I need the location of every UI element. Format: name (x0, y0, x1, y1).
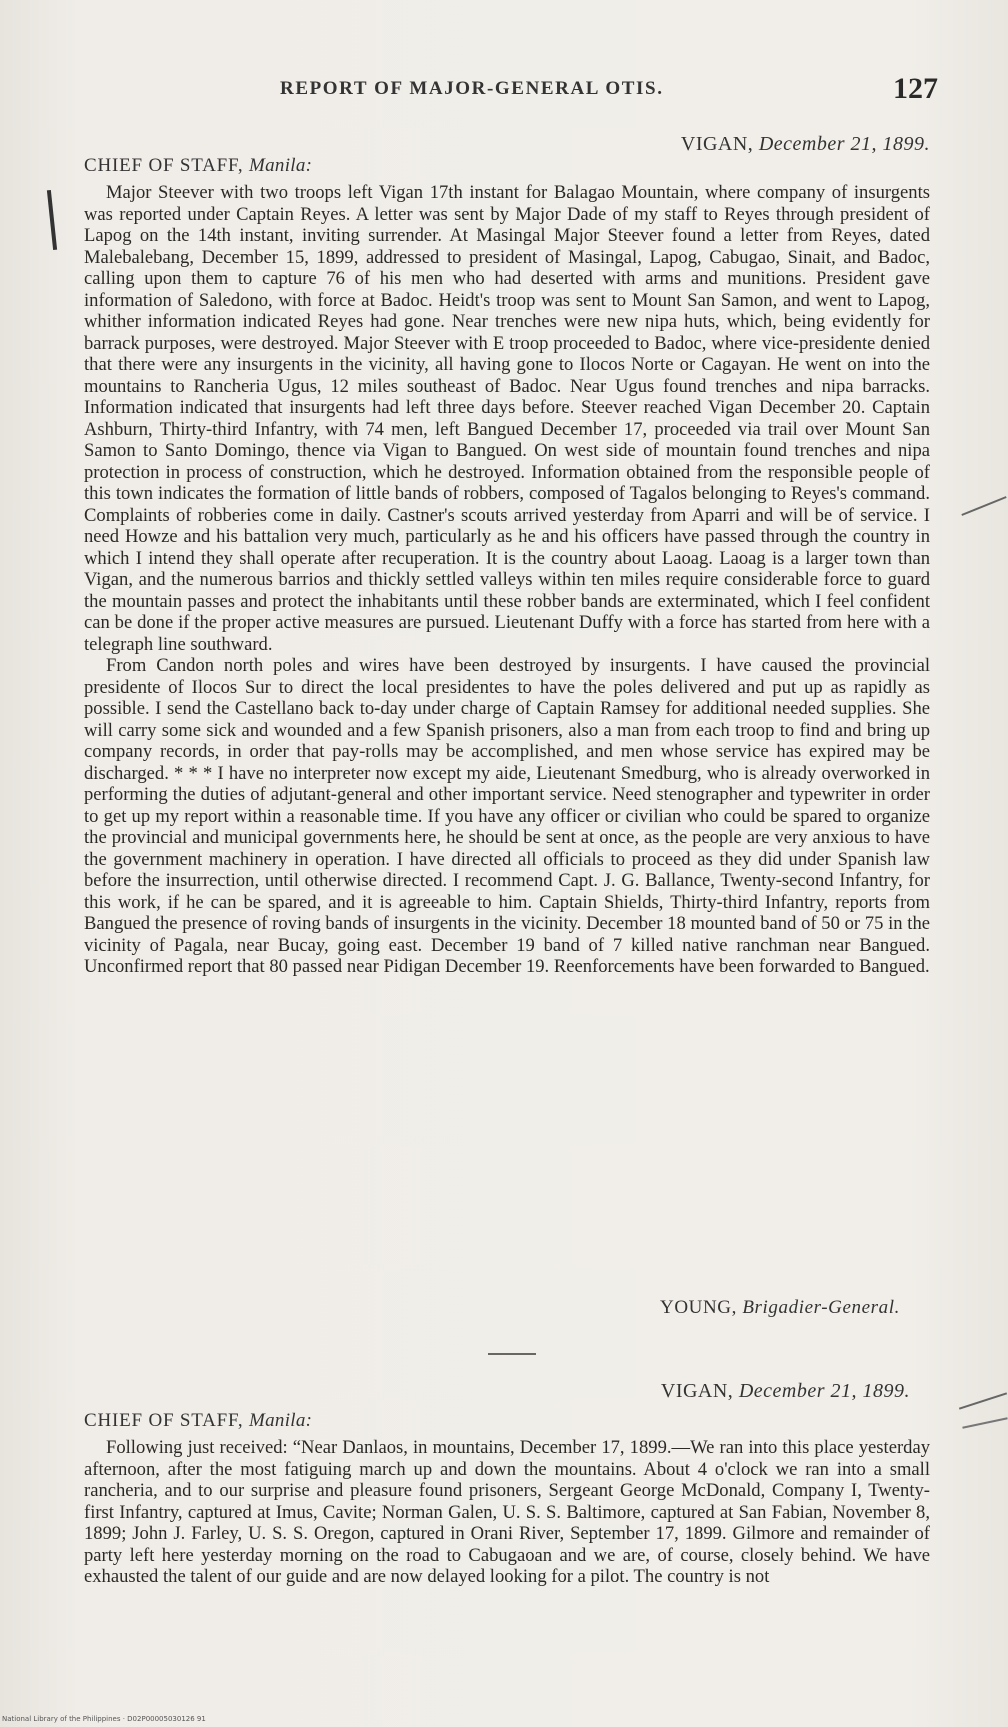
letter-1-salutation (84, 155, 930, 177)
letter-1-dateline (84, 133, 930, 156)
paragraph: From Candon north poles and wires have been destroyed by insurgents. I have caused the provincial presidente of Ilocos Sur to direct the local presidentes to have the poles delivered and put up as rapidly as possible. I send the Castellano back to-day under charge of Captain Ramsey for additional needed supplies. She will carry some sick and wounded and a few Spanish prisoners, also a man from each troop to find and bring up company records, in order that pay-rolls may be accomplished, and men whose service has expired may be discharged. * * * I have no interpreter now except my aide, Lieutenant Smedburg, who is already overworked in performing the duties of adjutant-general and other important service. Need stenographer and typewriter in order to get up my report within a reasonable time. If you have any officer or civilian who could be spared to organize the provincial and municipal governments here, he should be sent at once, as the people are very anxious to have the government machinery in operation. I have directed all officials to proceed as they did under Spanish law before the insurrection, until otherwise directed. I recommend Capt. J. G. Ballance, Twenty-second Infantry, for this work, if he can be spared, and it is agreeable to him. Captain Shields, Thirty-third Infantry, reports from Bangued the presence of roving bands of insurgents in the vicinity. December 18 mounted band of 50 or 75 in the vicinity of Pagala, near Bucay, going east. December 19 band of 7 killed native ranchman near Bangued. Unconfirmed report that 80 passed near Pidigan December 19. Reenforcements have been forwarded to Bangued. (84, 655, 930, 977)
dateline-date: December 21, 1899. (738, 1380, 910, 1402)
dateline-place: VIGAN, (660, 1380, 734, 1402)
archive-footer: National Library of the Philippines · D02P00005030126 91 (2, 1715, 206, 1723)
page-header (60, 72, 948, 112)
letter-1-body (84, 182, 930, 978)
letter-2-dateline (84, 1380, 930, 1403)
ink-mark (47, 190, 57, 250)
page-number: 127 (893, 72, 938, 105)
salutation-prefix: CHIEF OF STAFF, (84, 1410, 244, 1431)
dateline-date: December 21, 1899. (758, 133, 930, 155)
letter-2-body (84, 1437, 930, 1588)
letter-2-salutation (84, 1410, 930, 1432)
paragraph: Following just received: “Near Danlaos, in mountains, December 17, 1899.—We ran into this place yesterday afternoon, after the most fatiguing march up and down the mountains. About 4 o'clock we ran into a small rancheria, and to our surprise and pleasure found prisoners, Sergeant George McDonald, Company I, Twenty-first Infantry, captured at Imus, Cavite; Norman Galen, U. S. S. Baltimore, captured at San Fabian, November 8, 1899; John J. Farley, U. S. S. Oregon, captured in Orani River, September 17, 1899. Gilmore and remainder of party left here yesterday morning on the road to Cabugaoan and we are, of course, closely behind. We have exhausted the talent of our guide and are now delayed looking for a pilot. The country is not (84, 1437, 930, 1587)
letter-1-signature (84, 1297, 930, 1319)
salutation-place: Manila: (248, 1410, 313, 1431)
signature-rank: Brigadier-General. (742, 1297, 900, 1318)
pencil-mark (959, 1392, 1007, 1409)
paragraph: Major Steever with two troops left Vigan 17th instant for Balagao Mountain, where company of insurgents was reported under Captain Reyes. A letter was sent by Major Dade of my staff to Reyes through president of Lapog on the 14th instant, inviting surrender. At Masingal Major Steever found a letter from Reyes, dated Malebalebang, December 15, 1899, addressed to president of Masingal, Lapog, Cabugao, Sinait, and Badoc, calling upon them to capture 76 of his men who had deserted with arms and munitions. President gave information of Saledono, with force at Badoc. Heidt's troop was sent to Mount San Samon, and went to Lapog, whither information indicated Reyes had gone. Near trenches were new nipa huts, which, being evidently for barrack purposes, were destroyed. Major Steever with E troop proceeded to Badoc, where vice-presidente denied that there were any insurgents in the vicinity, all having gone to Ilocos Norte or Cagayan. He went on into the mountains to Rancheria Ugus, 12 miles southeast of Badoc. Near Ugus found trenches and nipa barracks. Information indicated that insurgents had left three days before. Steever reached Vigan December 20. Captain Ashburn, Thirty-third Infantry, with 74 men, left Bangued December 17, proceeded via trail over Mount San Samon to Santo Domingo, thence via Vigan to Bangued. On west side of mountain found trenches and nipa protection in process of construction, which he destroyed. Information obtained from the responsible people of this town indicates the formation of little bands of robbers, composed of Tagalos belonging to Reyes's command. Complaints of robberies come in daily. Castner's scouts arrived yesterday from Aparri and will be of service. I need Howze and his battalion very much, particularly as he and his officers have passed through the country in which I intend they shall operate after recuperation. It is the country about Laoag. Laoag is a larger town than Vigan, and the numerous barrios and thickly settled valleys within ten miles require considerable force to guard the mountain passes and protect the inhabitants until these robber bands are exterminated, which I feel confident can be done if the proper active measures are pursued. Lieutenant Duffy with a force has started from here with a telegraph line southward. (84, 182, 930, 655)
salutation-place: Manila: (248, 155, 313, 176)
dateline-place: VIGAN, (680, 133, 754, 155)
pencil-mark (961, 496, 1006, 516)
running-title: REPORT OF MAJOR-GENERAL OTIS. (280, 78, 664, 99)
section-divider (488, 1353, 536, 1355)
pencil-mark (962, 1417, 1007, 1429)
salutation-prefix: CHIEF OF STAFF, (84, 155, 244, 176)
signature-name: YOUNG, (660, 1297, 737, 1318)
